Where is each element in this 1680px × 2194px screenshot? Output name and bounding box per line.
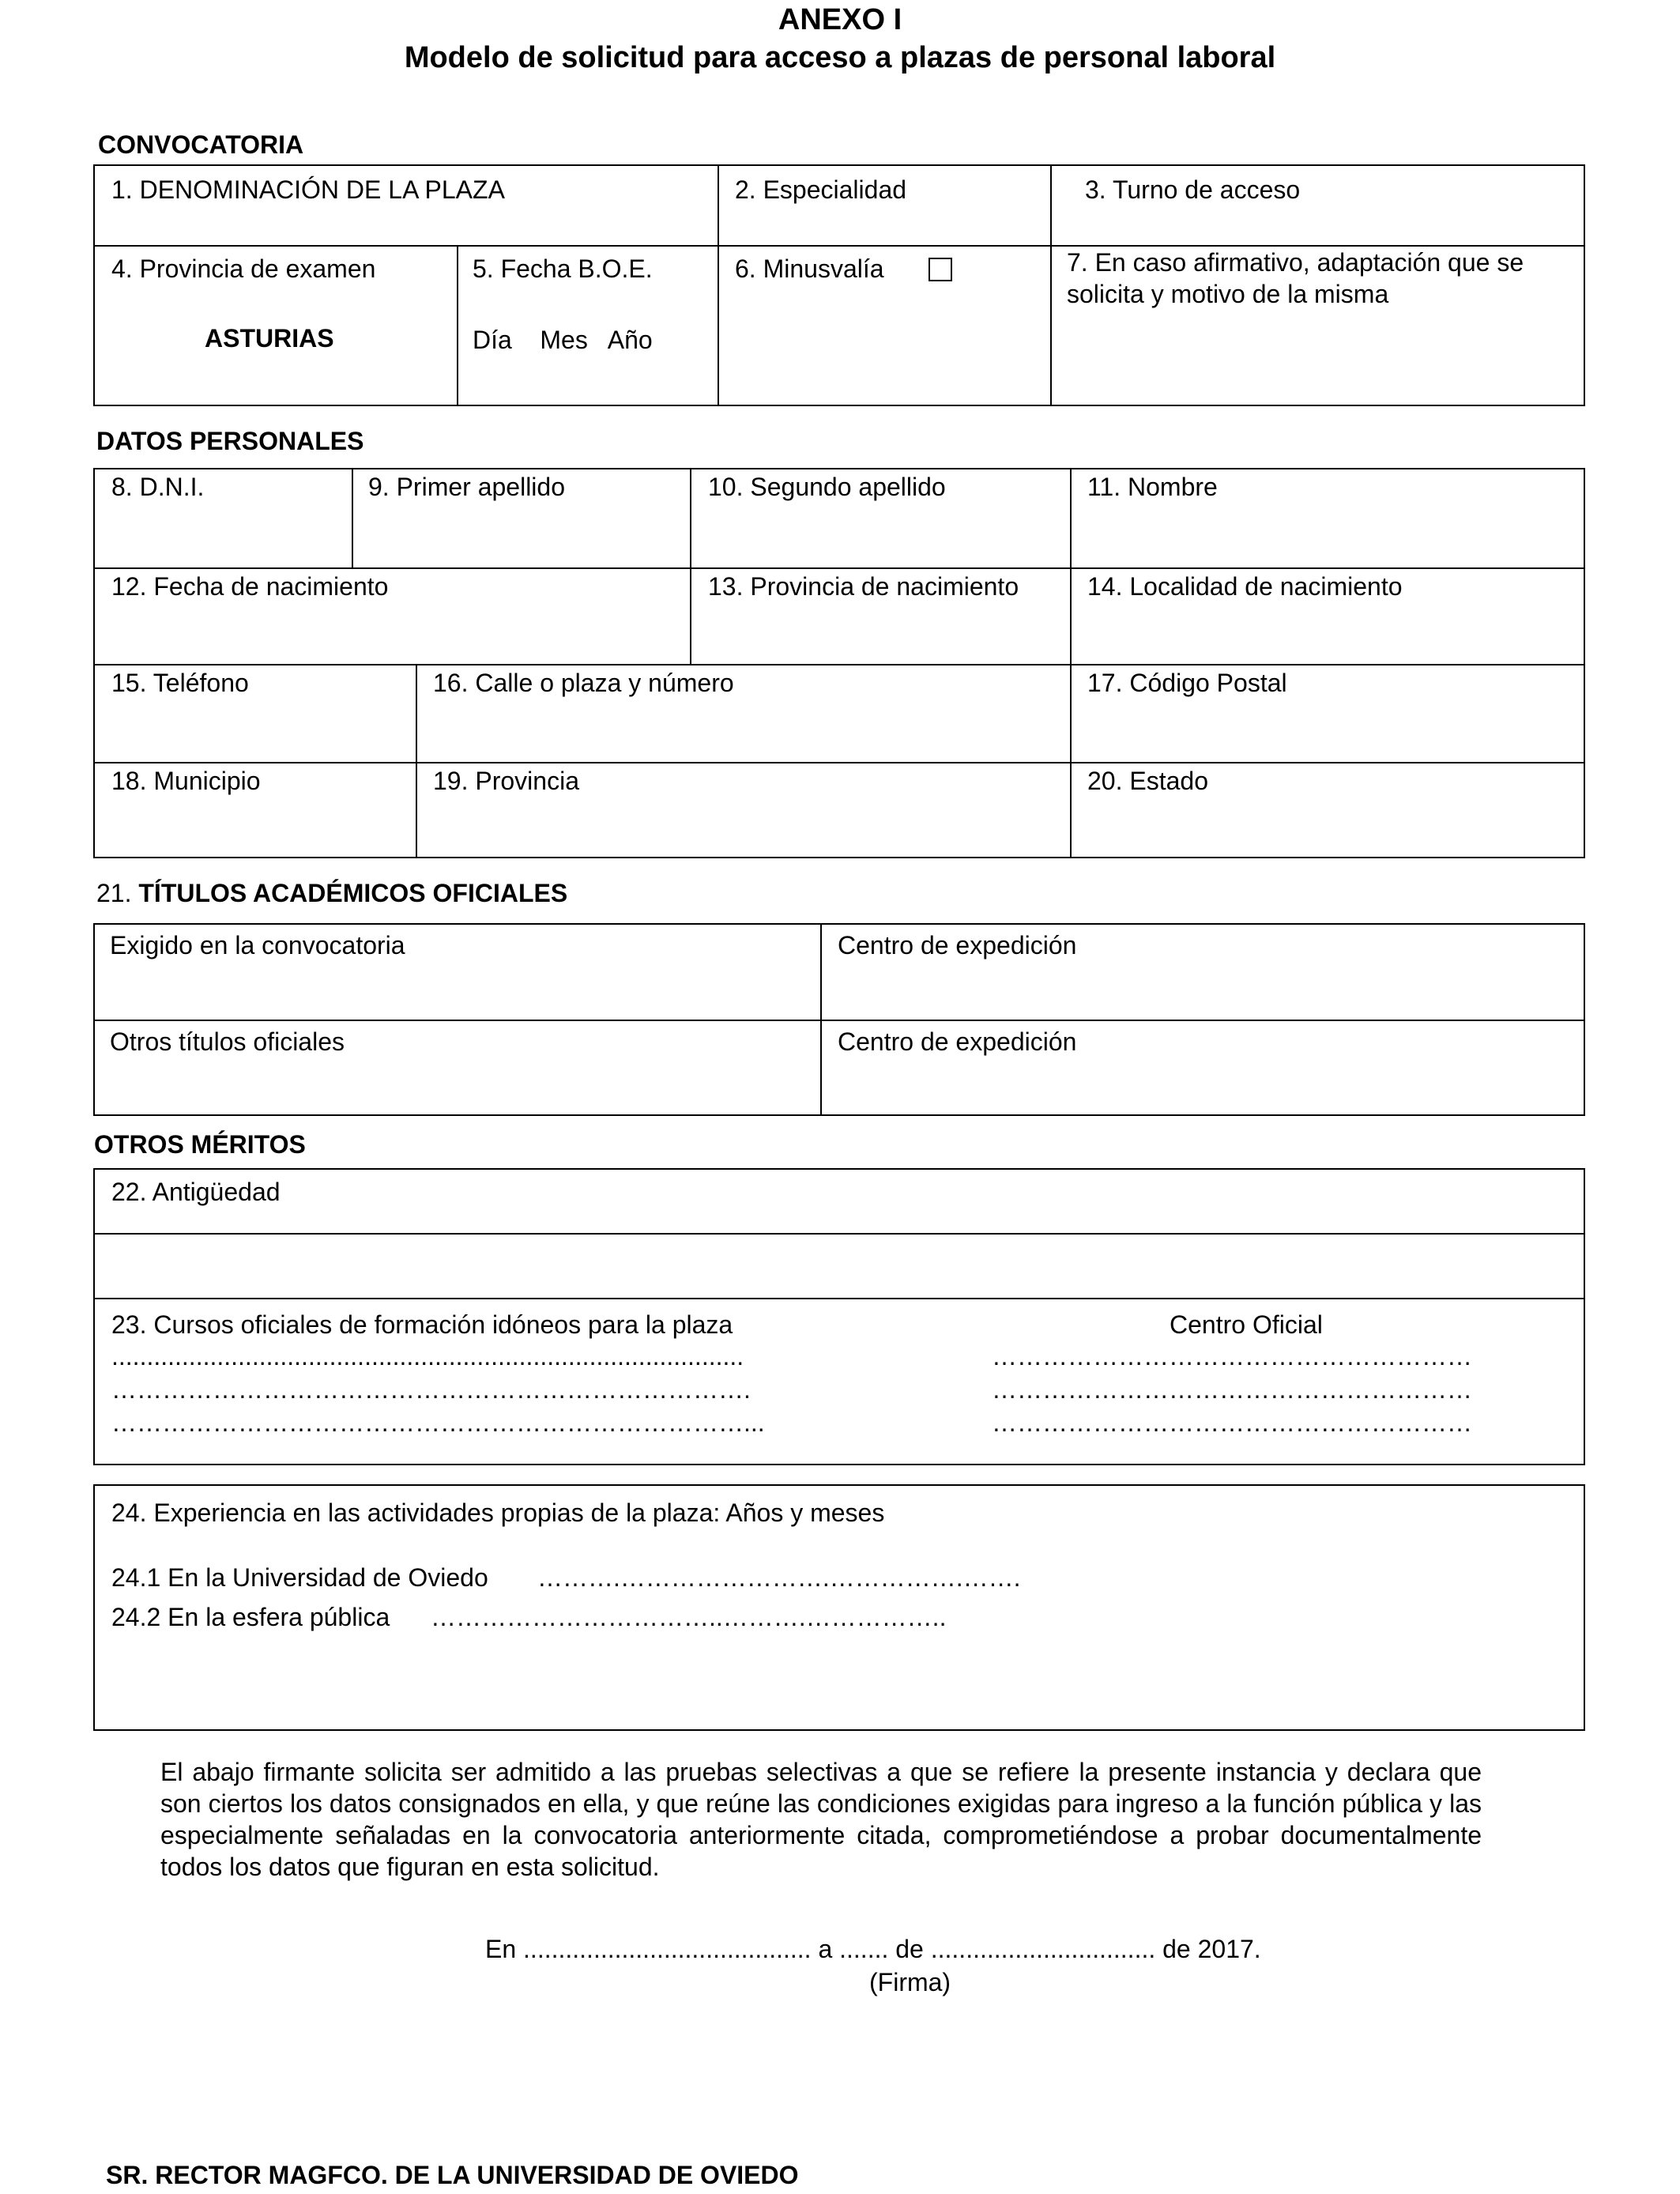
field-centro-oficial[interactable]: Centro Oficial (1170, 1310, 1323, 1339)
field-primer-apellido[interactable]: 9. Primer apellido (368, 473, 565, 501)
field-codigo-postal[interactable]: 17. Código Postal (1087, 669, 1287, 697)
field-segundo-apellido[interactable]: 10. Segundo apellido (708, 473, 946, 501)
addressee: SR. RECTOR MAGFCO. DE LA UNIVERSIDAD DE OVIEDO (106, 2161, 799, 2189)
divider (1050, 164, 1052, 406)
field-experiencia: 24. Experiencia en las actividades propias de la plaza: Años y meses (111, 1498, 885, 1527)
place-date-line[interactable]: En ......................................... a ....... de ................................ de 2017. (485, 1935, 1261, 1963)
divider (93, 762, 1585, 763)
cursos-dots-line[interactable]: .......................................................................................... (111, 1342, 744, 1370)
section-titulos-heading (96, 879, 567, 908)
field-antiguedad[interactable]: 22. Antigüedad (111, 1178, 281, 1206)
section-convocatoria-heading: CONVOCATORIA (98, 130, 304, 159)
centro-dots-line[interactable]: ………………………………………………… (992, 1408, 1472, 1437)
divider (1070, 468, 1072, 858)
titulos-heading-number: 21. (96, 879, 139, 907)
field-nombre[interactable]: 11. Nombre (1087, 473, 1218, 501)
field-especialidad[interactable]: 2. Especialidad (735, 175, 907, 204)
field-telefono[interactable]: 15. Teléfono (111, 669, 249, 697)
field-calle[interactable]: 16. Calle o plaza y número (433, 669, 734, 697)
divider (93, 567, 1585, 569)
field-turno-acceso[interactable]: 3. Turno de acceso (1085, 175, 1301, 204)
cursos-dots-line[interactable]: …………………………………………………………………... (111, 1408, 765, 1437)
centro-dots-line[interactable]: ………………………………………………… (992, 1375, 1472, 1404)
field-minusvalia: 6. Minusvalía (735, 254, 884, 283)
field-fecha-boe[interactable]: 5. Fecha B.O.E. (473, 254, 653, 283)
field-provincia[interactable]: 19. Provincia (433, 767, 579, 795)
divider (820, 923, 822, 1116)
signature-label: (Firma) (869, 1968, 951, 1996)
field-estado[interactable]: 20. Estado (1087, 767, 1208, 795)
divider (352, 468, 353, 567)
field-fecha-nacimiento[interactable]: 12. Fecha de nacimiento (111, 572, 389, 601)
divider (93, 1020, 1585, 1021)
form-title: Modelo de solicitud para acceso a plazas de personal laboral (404, 41, 1276, 74)
divider (457, 245, 458, 406)
datos-personales-table (93, 468, 1585, 858)
annex-title: ANEXO I (778, 3, 902, 36)
divider (93, 664, 1585, 665)
field-centro-expedicion-1[interactable]: Centro de expedición (838, 931, 1077, 959)
field-provincia-nacimiento[interactable]: 13. Provincia de nacimiento (708, 572, 1019, 601)
field-experiencia-universidad-label: 24.1 En la Universidad de Oviedo (111, 1563, 488, 1592)
section-meritos-heading: OTROS MÉRITOS (94, 1130, 306, 1159)
divider (93, 1233, 1585, 1235)
provincia-examen-value: ASTURIAS (205, 324, 334, 352)
divider (93, 1298, 1585, 1299)
fecha-boe-subfields: Día Mes Año (473, 326, 653, 354)
centro-dots-line[interactable]: ………………………………………………… (992, 1342, 1472, 1370)
cursos-dots-line[interactable]: …………………………………………………………………. (111, 1375, 751, 1404)
divider (416, 664, 417, 858)
divider (690, 468, 691, 664)
section-datos-personales-heading: DATOS PERSONALES (96, 427, 364, 455)
field-centro-expedicion-2[interactable]: Centro de expedición (838, 1027, 1077, 1056)
field-titulo-exigido[interactable]: Exigido en la convocatoria (110, 931, 405, 959)
experiencia-publica-dots[interactable]: ……………………………..……….…………….. (431, 1603, 947, 1631)
minusvalia-checkbox[interactable] (929, 258, 952, 281)
field-municipio[interactable]: 18. Municipio (111, 767, 261, 795)
experiencia-universidad-dots[interactable]: ……….…………………….…………….……. (537, 1563, 1021, 1592)
divider (718, 164, 719, 406)
field-denominacion-plaza[interactable]: 1. DENOMINACIÓN DE LA PLAZA (111, 175, 505, 204)
field-cursos-oficiales[interactable]: 23. Cursos oficiales de formación idóneos para la plaza (111, 1310, 733, 1339)
field-dni[interactable]: 8. D.N.I. (111, 473, 205, 501)
field-provincia-examen[interactable]: 4. Provincia de examen (111, 254, 376, 283)
field-adaptacion[interactable]: 7. En caso afirmativo, adaptación que se solicita y motivo de la misma (1067, 248, 1524, 308)
field-experiencia-publica-label: 24.2 En la esfera pública (111, 1603, 390, 1631)
field-otros-titulos[interactable]: Otros títulos oficiales (110, 1027, 345, 1056)
declaration-paragraph: El abajo firmante solicita ser admitido a las pruebas selectivas a que se refiere la presente instancia y declara que son ciertos los datos consignados en ella, y que reúne las condiciones exigidas para ingreso a la función pública y las especialmente señaladas en la convocatoria anteriormente citada, comprometiéndose a probar documentalmente todos los datos que figuran en esta solicitud. (160, 1758, 1482, 1881)
field-localidad-nacimiento[interactable]: 14. Localidad de nacimiento (1087, 572, 1403, 601)
titulos-heading-text: TÍTULOS ACADÉMICOS OFICIALES (138, 879, 568, 907)
